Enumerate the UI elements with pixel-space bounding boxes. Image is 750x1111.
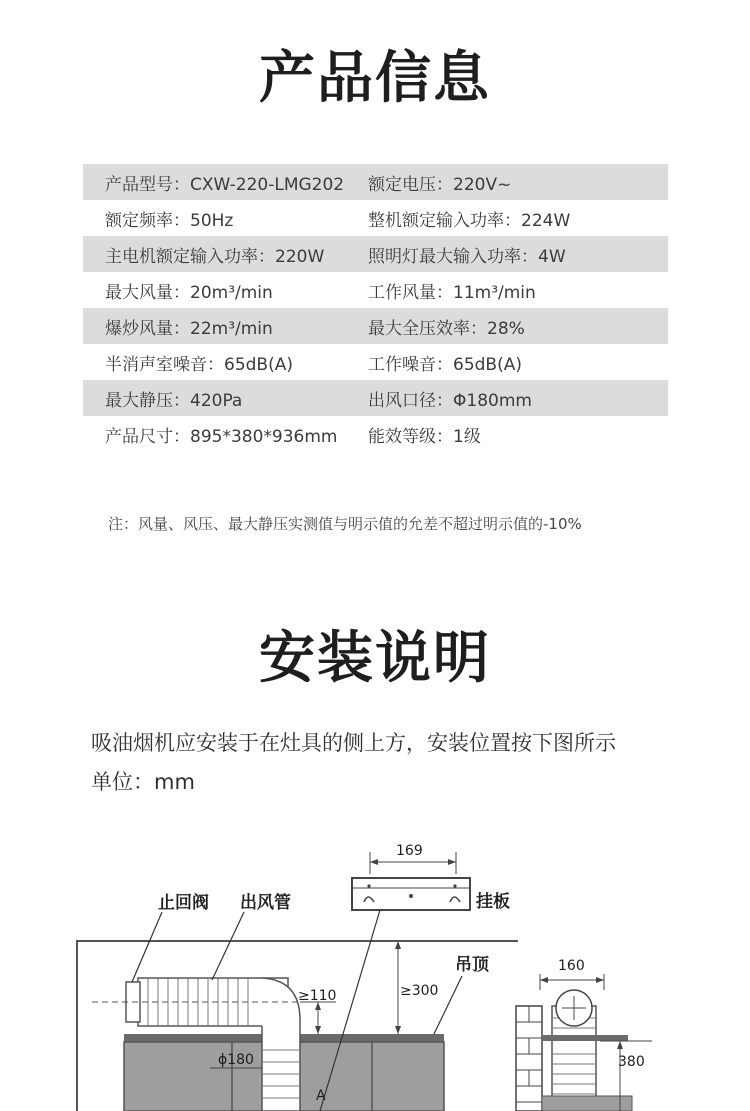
spec-row xyxy=(83,344,668,380)
spec-cell: 照明灯最大输入功率：4W xyxy=(348,236,668,272)
spec-cell: 出风口径：Φ180mm xyxy=(348,380,668,416)
spec-row xyxy=(83,380,668,416)
spec-cell: 产品尺寸：895*380*936mm xyxy=(105,426,338,447)
spec-cell: 半消声室噪音：65dB(A) xyxy=(105,354,293,375)
spec-cell: 最大风量：20m³/min xyxy=(105,282,273,303)
spec-cell: 主电机额定输入功率：220W xyxy=(83,236,348,272)
label-a: A xyxy=(316,1088,326,1104)
hanger-plate xyxy=(352,878,470,910)
product-info-title: 产品信息 xyxy=(259,46,491,111)
check-valve-label: 止回阀 xyxy=(158,893,209,913)
spec-cell: 额定电压：220V~ xyxy=(348,164,668,200)
spec-row xyxy=(83,272,668,308)
spec-row xyxy=(83,164,668,200)
spec-row xyxy=(83,236,668,272)
spec-cell: 爆炒风量：22m³/min xyxy=(83,308,348,344)
spec-cell: 产品型号：CXW-220-LMG202 xyxy=(83,164,348,200)
hanger-label: 挂板 xyxy=(476,892,510,912)
duct-label: 出风管 xyxy=(240,893,291,913)
spec-cell: 整机额定输入功率：224W xyxy=(368,210,571,231)
dim-160: 160 xyxy=(558,958,585,974)
dim-380: 380 xyxy=(618,1054,645,1070)
spec-row xyxy=(83,200,668,236)
side-view xyxy=(516,990,632,1111)
unit-label: 单位：mm xyxy=(91,770,195,794)
spec-cell: 最大全压效率：28% xyxy=(348,308,668,344)
dim-phi180: ϕ180 xyxy=(218,1052,254,1068)
tolerance-note: 注：风量、风压、最大静压实测值与明示值的允差不超过明示值的-10% xyxy=(108,515,582,533)
install-instruction: 吸油烟机应安装于在灶具的侧上方，安装位置按下图所示 xyxy=(91,731,616,755)
spec-cell: 工作风量：11m³/min xyxy=(368,282,536,303)
install-diagram xyxy=(0,830,750,1111)
ceiling-label: 吊顶 xyxy=(455,955,489,975)
install-title: 安装说明 xyxy=(259,626,491,691)
spec-table xyxy=(83,164,668,452)
spec-row xyxy=(83,416,668,452)
spec-cell: 最大静压：420Pa xyxy=(83,380,348,416)
spec-cell: 额定频率：50Hz xyxy=(105,210,234,231)
dim-169: 169 xyxy=(396,843,423,859)
spec-cell: 能效等级：1级 xyxy=(368,426,481,447)
spec-row xyxy=(83,308,668,344)
dim-300: ≥300 xyxy=(400,983,439,999)
dim-110: ≥110 xyxy=(298,988,337,1004)
spec-cell: 工作噪音：65dB(A) xyxy=(368,354,522,375)
